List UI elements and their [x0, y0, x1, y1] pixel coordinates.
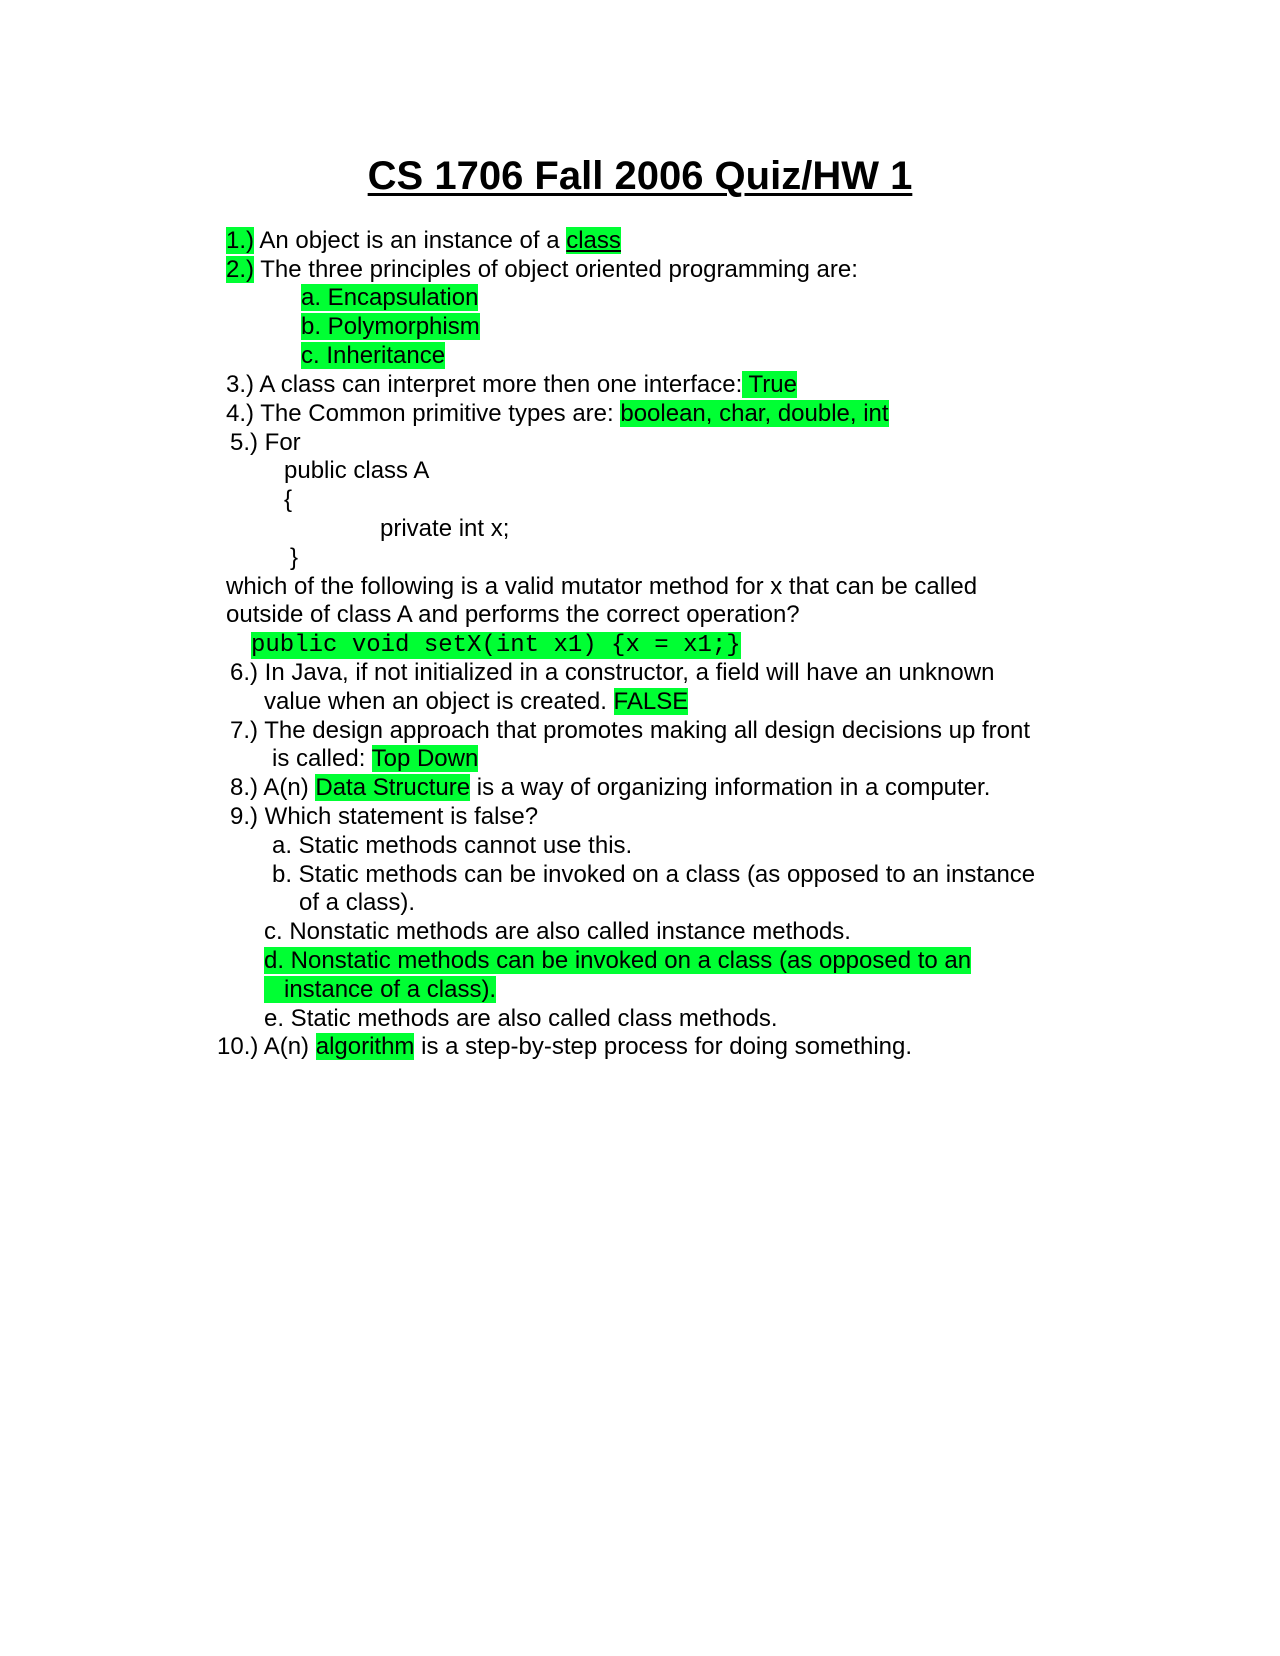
question-9-option-d-text-2: instance of a class).: [264, 976, 497, 1003]
question-6-answer: FALSE: [613, 688, 689, 715]
question-5-prompt-line-2: outside of class A and performs the correct operation?: [226, 601, 800, 628]
question-7-line-2: [272, 745, 478, 773]
question-5-answer: [251, 630, 741, 660]
question-3-answer: True: [742, 371, 797, 398]
page-title: CS 1706 Fall 2006 Quiz/HW 1: [367, 154, 913, 198]
question-5-prompt-line-1: which of the following is a valid mutator method for x that can be called: [226, 573, 978, 600]
question-9-option-c: c. Nonstatic methods are also called instance methods.: [264, 918, 851, 945]
question-5-answer-code: public void setX(int x1) {x = x1;}: [251, 632, 741, 659]
question-2-option-b-text: b. Polymorphism: [301, 313, 480, 340]
question-5: [230, 429, 301, 457]
question-9-option-d-line-2: [264, 976, 496, 1004]
question-3: [226, 371, 797, 399]
question-9-option-d-text-1: d. Nonstatic methods can be invoked on a class (as opposed to an: [264, 947, 972, 974]
question-2-option-a-text: a. Encapsulation: [301, 284, 479, 311]
question-1-text: An object is an instance of a: [254, 227, 567, 254]
question-6-text: value when an object is created.: [264, 688, 614, 715]
question-4-text: 4.) The Common primitive types are:: [226, 400, 621, 427]
question-6-line-2: [264, 688, 688, 716]
code-line-2: {: [284, 486, 293, 513]
question-8-post: is a way of organizing information in a computer.: [470, 774, 991, 801]
question-8-pre: 8.) A(n): [230, 774, 316, 801]
question-9: 9.) Which statement is false?: [230, 803, 539, 830]
question-2-option-b: [301, 313, 480, 341]
question-1-answer: class: [566, 227, 621, 254]
question-9-option-a: a. Static methods cannot use this.: [272, 832, 633, 859]
code-line-3: private int x;: [380, 515, 510, 542]
question-2-text: The three principles of object oriented programming are:: [254, 256, 858, 283]
question-8: [230, 774, 990, 802]
question-4: [226, 400, 889, 428]
question-10-post: is a step-by-step process for doing something.: [414, 1033, 913, 1060]
question-9-option-e: e. Static methods are also called class methods.: [264, 1005, 778, 1032]
code-line-1: public class A: [284, 457, 430, 484]
question-10-answer: algorithm: [315, 1033, 415, 1060]
question-2-option-c: [301, 342, 445, 370]
question-6-line-1: 6.) In Java, if not initialized in a constructor, a field will have an unknown: [230, 659, 995, 686]
code-line-4: }: [290, 544, 299, 571]
question-10-pre: 10.) A(n): [217, 1033, 316, 1060]
question-5-text: 5.) For: [230, 429, 301, 456]
question-9-option-d-line-1: [264, 947, 971, 975]
question-8-answer: Data Structure: [315, 774, 471, 801]
question-4-answer: boolean, char, double, int: [620, 400, 889, 427]
question-7-line-1: 7.) The design approach that promotes making all design decisions up front: [230, 717, 1031, 744]
question-10: [217, 1033, 912, 1061]
question-9-option-b-line-1: b. Static methods can be invoked on a class (as opposed to an instance: [272, 861, 1036, 888]
question-1-number: 1.): [226, 227, 255, 254]
question-7-answer: Top Down: [371, 745, 479, 772]
question-2: [226, 256, 858, 284]
question-7-text: is called:: [272, 745, 372, 772]
question-2-option-c-text: c. Inheritance: [301, 342, 446, 369]
question-2-option-a: [301, 284, 478, 312]
question-2-number: 2.): [226, 256, 255, 283]
question-9-option-b-line-2: of a class).: [299, 889, 416, 916]
question-1: [226, 227, 621, 255]
question-3-text: 3.) A class can interpret more then one interface:: [226, 371, 743, 398]
